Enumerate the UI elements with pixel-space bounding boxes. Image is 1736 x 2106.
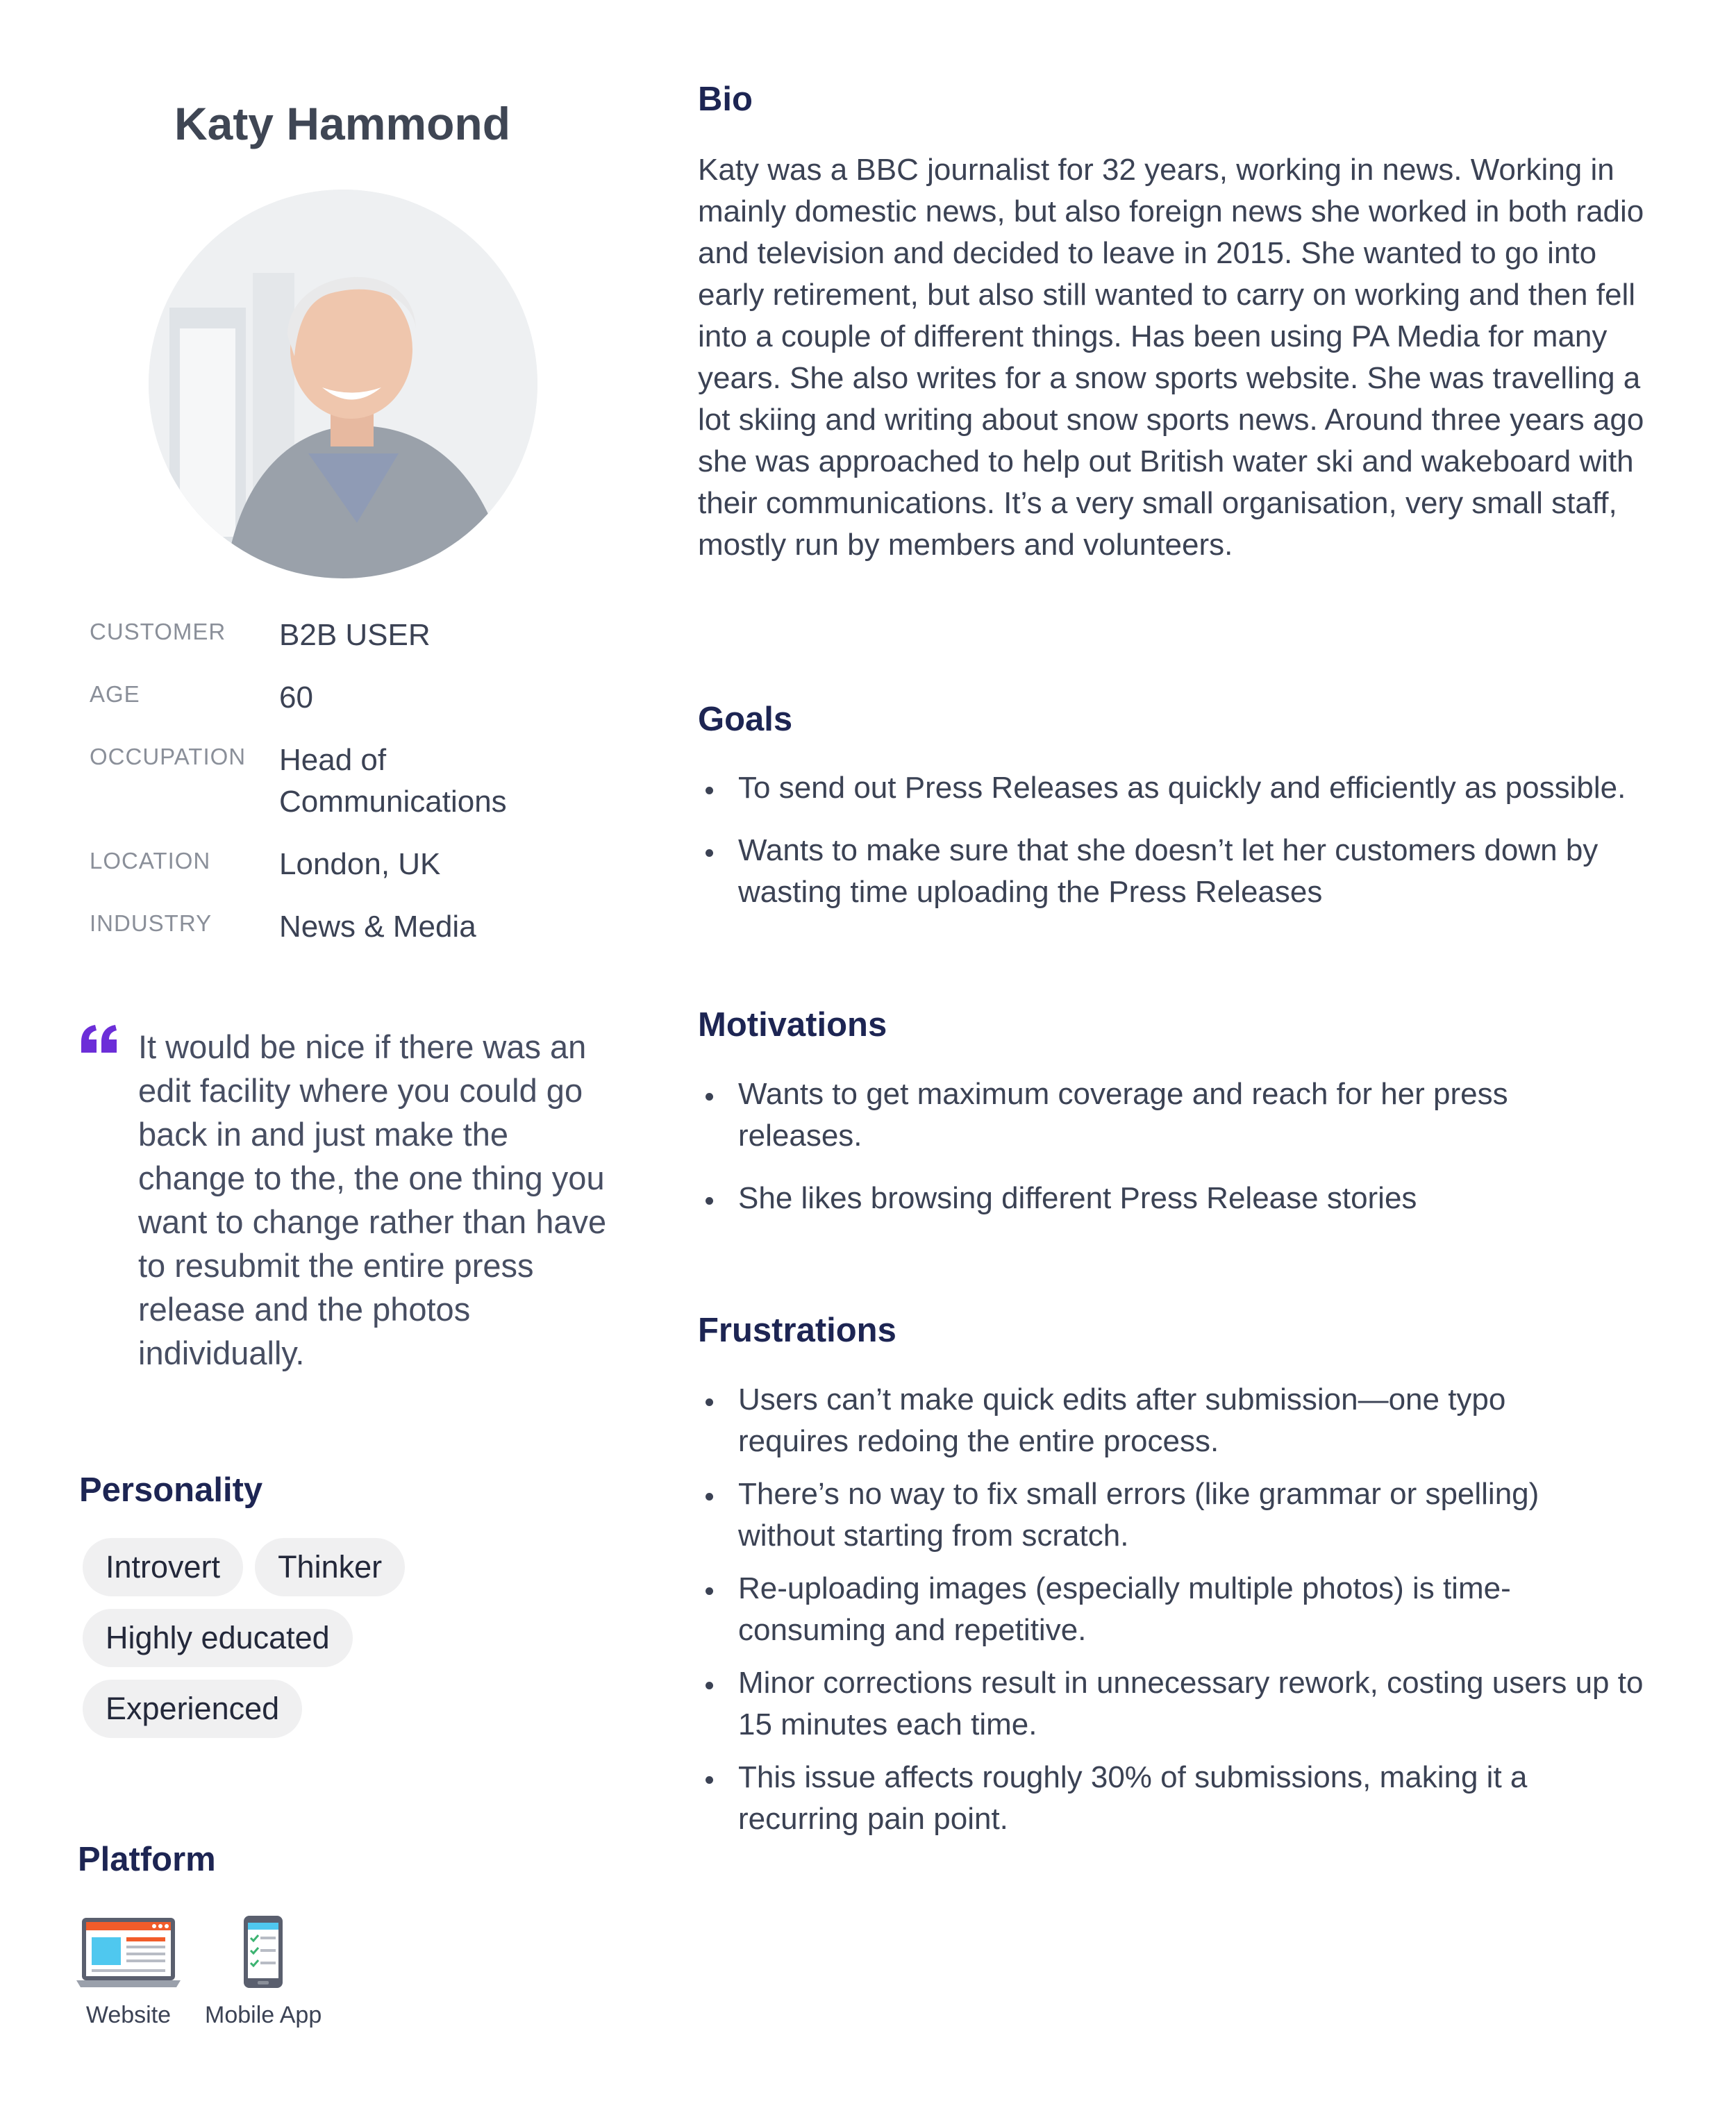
personality-heading: Personality	[79, 1471, 263, 1509]
trait-pill: Thinker	[255, 1538, 405, 1596]
fact-value: News & Media	[279, 910, 476, 944]
frustrations-heading: Frustrations	[698, 1312, 896, 1349]
laptop-icon	[76, 1916, 181, 1989]
fact-label: INDUSTRY	[90, 910, 212, 936]
fact-label: OCCUPATION	[90, 744, 247, 769]
persona-quote: It would be nice if there was an edit facility where you could go back in and just make the change to the, the one thing you want to change rather than have to resubmit the entire press release and the photos individually.	[138, 1028, 607, 1371]
motivations-list	[698, 1073, 1566, 1240]
platform-list	[76, 1909, 346, 2029]
list-item: Wants to make sure that she doesn’t let her customers down by wasting time uploading the Press Releases	[698, 830, 1684, 913]
trait-pill: Introvert	[83, 1538, 243, 1596]
fact-value: B2B USER	[279, 618, 431, 652]
fact-label: CUSTOMER	[90, 619, 226, 644]
fact-industry	[90, 906, 617, 948]
mobile-phone-icon	[241, 1914, 285, 1989]
platform-label: Website	[85, 2002, 172, 2028]
fact-label: AGE	[90, 681, 140, 707]
list-item: There’s no way to fix small errors (like grammar or spelling) without starting from scratch.	[698, 1473, 1599, 1557]
fact-label: LOCATION	[90, 848, 211, 874]
bio-text: Katy was a BBC journalist for 32 years, working in news. Working in mainly domestic news, but also foreign news she worked in both radio and television and decided to leave in 2015. She wanted to go into early retirement, but also still wanted to carry on working and then fell into a couple of different things. Has been using PA Media for many years. She also writes for a snow sports website. She was travelling a lot skiing and writing about snow sports news. Around three years ago she was approached to help out British water ski and wakeboard with their communications. It’s a very small organisation, very small staff, mostly run by members and volunteers.	[698, 153, 1644, 562]
trait-pill: Experienced	[83, 1680, 302, 1738]
goals-heading: Goals	[698, 701, 793, 738]
list-item: To send out Press Releases as quickly and efficiently as possible.	[698, 767, 1684, 809]
fact-occupation	[90, 739, 617, 823]
persona-facts	[90, 615, 617, 969]
list-item: Re-uploading images (especially multiple photos) is time-consuming and repetitive.	[698, 1568, 1571, 1651]
fact-age	[90, 677, 617, 719]
fact-customer	[90, 615, 617, 656]
bio-heading: Bio	[698, 81, 753, 118]
platform-mobile-app	[205, 1909, 322, 2029]
goals-list	[698, 767, 1684, 934]
fact-location	[90, 844, 617, 885]
frustrations-list	[698, 1379, 1684, 1851]
persona-photo-illustration	[149, 190, 537, 578]
list-item: Wants to get maximum coverage and reach for her press releases.	[698, 1073, 1566, 1157]
personality-traits	[83, 1538, 569, 1750]
persona-name: Katy Hammond	[174, 98, 511, 149]
list-item: This issue affects roughly 30% of submissions, making it a recurring pain point.	[698, 1757, 1613, 1840]
quote-mark-icon	[78, 1021, 120, 1062]
trait-pill: Highly educated	[83, 1609, 353, 1667]
fact-value: Head of Communications	[279, 743, 507, 819]
platform-heading: Platform	[78, 1841, 216, 1878]
list-item: Minor corrections result in unnecessary rework, costing users up to 15 minutes each time.	[698, 1662, 1684, 1746]
platform-website	[76, 1909, 181, 2029]
list-item: She likes browsing different Press Release stories	[698, 1178, 1566, 1219]
list-item: Users can’t make quick edits after submission—one typo requires redoing the entire process.	[698, 1379, 1571, 1462]
fact-value: London, UK	[279, 847, 441, 881]
platform-label: Mobile App	[205, 2002, 322, 2028]
motivations-heading: Motivations	[698, 1006, 887, 1044]
persona-photo	[149, 190, 537, 578]
fact-value: 60	[279, 680, 313, 714]
